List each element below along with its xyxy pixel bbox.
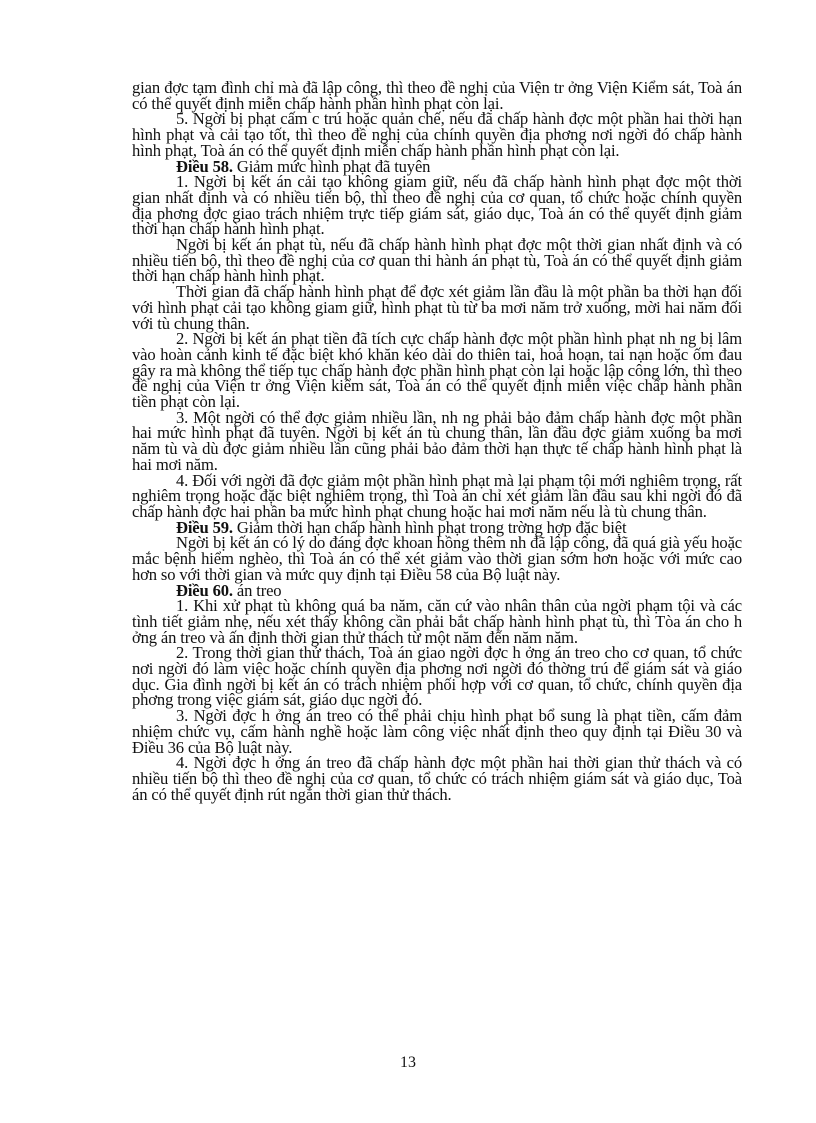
article-number: Điều 60. [176,580,233,600]
article-title: Giảm mức hình phạt đã tuyên [232,156,431,176]
body-paragraph: 3. Một ngời có thể đợc giảm nhiều lần, nh ng phải bảo đảm chấp hành đợc một phần hai mức hình phạt đã tuyên. Ngời bị kết án tù chung thân, lần đầu đợc giảm xuống ba mơi năm tù và dù đợc giảm nhiều lần cũng phải bảo đảm thời hạn thực tế chấp hành hình phạt là hai mơi năm. [132,407,742,474]
body-paragraph: 5. Ngời bị phạt cấm c trú hoặc quản chế, nếu đã chấp hành đợc một phần hai thời hạn hình phạt và cải tạo tốt, thì theo đề nghị của chính quyền địa phơng nơi ngời đó chấp hành hình phạt, Toà án có thể quyết định miễn chấp hành phần hình phạt còn lại. [132,109,742,160]
body-paragraph: 1. Khi xử phạt tù không quá ba năm, căn cứ vào nhân thân của ngời phạm tội và các tình tiết giảm nhẹ, nếu xét thấy không cần phải bắt chấp hành hình phạt tù, thì Tòa án cho h ởng án treo và ấn định thời gian thử thách từ một năm đến năm năm. [132,596,742,647]
body-paragraph: 2. Trong thời gian thử thách, Toà án giao ngời đợc h ởng án treo cho cơ quan, tổ chức nơi ngời đó làm việc hoặc chính quyền địa phơng nơi ngời đó thờng trú để giám sát và giáo dục. Gia đình ngời bị kết án có trách nhiệm phối hợp với cơ quan, tổ chức, chính quyền địa phơng trong việc giám sát, giáo dục ngời đó. [132,643,742,710]
body-paragraph: gian đợc tạm đình chỉ mà đã lập công, thì theo đề nghị của Viện tr ởng Viện Kiểm sát, Toà án có thể quyết định miễn chấp hành phần hình phạt còn lại. [132,78,742,113]
body-paragraph: 1. Ngời bị kết án cải tạo không giam giữ, nếu đã chấp hành hình phạt đợc một thời gian nhất định và có nhiều tiến bộ, thì theo đề nghị của cơ quan, tổ chức hoặc chính quyền địa phơng đợc giao trách nhiệm trực tiếp giám sát, giáo dục, Toà án có thể quyết định giảm thời hạn chấp hành hình phạt. [132,172,742,239]
body-paragraph: 4. Đối với ngời đã đợc giảm một phần hình phạt mà lại phạm tội mới nghiêm trọng, rất nghiêm trọng hoặc đặc biệt nghiêm trọng, thì Toà án chỉ xét giảm lần đầu sau khi ngời đó đã chấp hành đợc hai phần ba mức hình phạt chung hoặc hai mơi năm nếu là tù chung thân. [132,470,742,521]
body-paragraph: Ngời bị kết án có lý do đáng đợc khoan hồng thêm nh đã lập công, đã quá già yếu hoặc mắc bệnh hiểm nghèo, thì Toà án có thể xét giảm vào thời gian sớm hơn hoặc với mức cao hơn so với thời gian và mức quy định tại Điều 58 của Bộ luật này. [132,533,742,584]
body-paragraph: Thời gian đã chấp hành hình phạt để đợc xét giảm lần đầu là một phần ba thời hạn đối với hình phạt cải tạo không giam giữ, hình phạt tù từ ba mơi năm trở xuống, mời hai năm đối với tù chung thân. [132,282,742,333]
article-number: Điều 58. [176,156,233,176]
page-number: 13 [400,1054,416,1071]
body-paragraph: Ngời bị kết án phạt tù, nếu đã chấp hành hình phạt đợc một thời gian nhất định và có nhiều tiến bộ, thì theo đề nghị của cơ quan thi hành án phạt tù, Toà án có thể quyết định giảm thời hạn chấp hành hình phạt. [132,235,742,286]
article-title: án treo [232,580,282,600]
article-number: Điều 59. [176,517,233,537]
document-body [132,80,742,802]
article-title: Giảm thời hạn chấp hành hình phạt trong trờng hợp đặc biệt [232,517,627,537]
body-paragraph: 3. Ngời đợc h ởng án treo có thể phải chịu hình phạt bổ sung là phạt tiền, cấm đảm nhiệm chức vụ, cấm hành nghề hoặc làm công việc nhất định theo quy định tại Điều 30 và Điều 36 của Bộ luật này. [132,706,742,757]
body-paragraph: 4. Ngời đợc h ởng án treo đã chấp hành đợc một phần hai thời gian thử thách và có nhiều tiến bộ thì theo đề nghị của cơ quan, tổ chức có trách nhiệm giám sát và giáo dục, Toà án có thể quyết định rút ngắn thời gian thử thách. [132,753,742,804]
body-paragraph: 2. Ngời bị kết án phạt tiền đã tích cực chấp hành đợc một phần hình phạt nh ng bị lâm vào hoàn cảnh kinh tế đặc biệt khó khăn kéo dài do thiên tai, hoả hoạn, tai nạn hoặc ốm đau gây ra mà không thể tiếp tục chấp hành đợc phần hình phạt còn lại hoặc lập công lớn, thì theo đề nghị của Viện tr ởng Viện kiểm sát, Toà án có thể quyết định miễn việc chấp hành phần tiền phạt còn lại. [132,329,742,412]
